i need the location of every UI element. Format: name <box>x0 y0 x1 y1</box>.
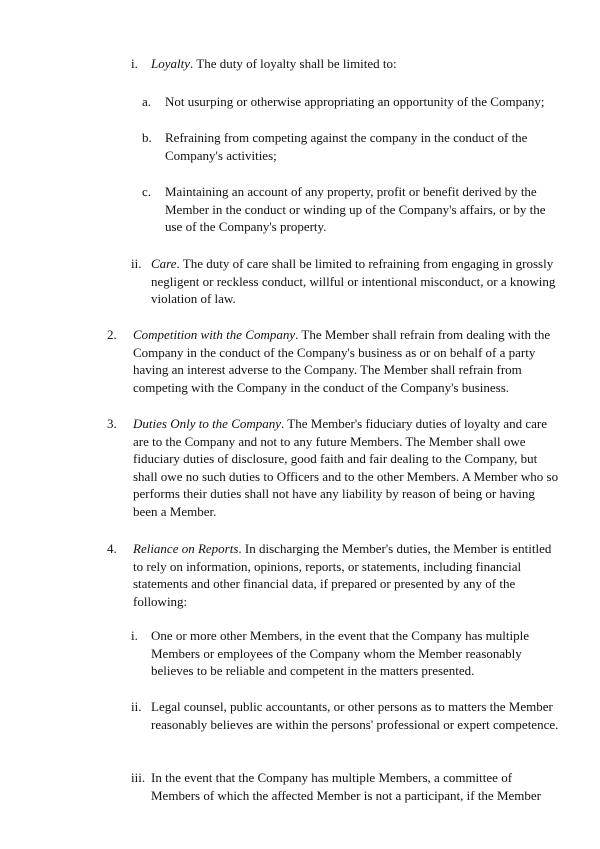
list-marker: a. <box>142 94 152 109</box>
section-heading: Reliance on Reports <box>133 541 239 556</box>
reliance-list-item-i <box>131 627 546 680</box>
list-marker: iii. <box>131 770 146 785</box>
section-2 <box>107 326 561 396</box>
paragraph <box>151 55 571 73</box>
paragraph-text: . The duty of care shall be limited to refraining from engaging in grossly negligent or reckless conduct, willful or intentional misconduct, or a knowing violation of law. <box>151 256 556 307</box>
paragraph <box>151 255 566 308</box>
list-marker: ii. <box>131 256 142 271</box>
paragraph-text: Legal counsel, public accountants, or other persons as to matters the Member reasonably believes are within the persons' professional or expert competence. <box>151 699 559 732</box>
paragraph-text: Refraining from competing against the company in the conduct of the Company's activities; <box>165 130 528 163</box>
subsection-heading: Loyalty <box>151 56 190 71</box>
list-marker: b. <box>142 130 152 145</box>
section-heading: Duties Only to the Company <box>133 416 282 431</box>
reliance-list-item-ii <box>131 698 561 733</box>
subsection-loyalty <box>131 55 571 73</box>
section-4 <box>107 540 561 610</box>
section-heading: Competition with the Company <box>133 327 296 342</box>
paragraph-text: Not usurping or otherwise appropriating an opportunity of the Company; <box>165 94 545 109</box>
paragraph-text: . The duty of loyalty shall be limited to: <box>190 56 397 71</box>
list-item-a <box>142 93 560 111</box>
subsection-heading: Care <box>151 256 177 271</box>
paragraph <box>133 415 561 521</box>
list-item-c <box>142 183 550 236</box>
paragraph-text: . The Member's fiduciary duties of loyalty and care are to the Company and not to any future Members. The Member shall owe fiduciary duties of disclosure, good faith and fair dealing to the Company, but shall owe no such duties to Officers and to the other Members. A Member who so performs their duties shall not have any liability by reason of being or having been a Member. <box>133 416 559 519</box>
list-item-b <box>142 129 550 164</box>
paragraph-text: One or more other Members, in the event that the Company has multiple Members or employees of the Company whom the Member reasonably believes to be reliable and competent in the matters presented. <box>151 628 529 679</box>
paragraph-text: . The Member shall refrain from dealing with the Company in the conduct of the Company's business as or on behalf of a party having an interest adverse to the Company. The Member shall refrain from competing with the Company in the conduct of the Company's business. <box>133 327 551 395</box>
section-number: 2. <box>107 327 117 342</box>
list-marker: ii. <box>131 699 142 714</box>
section-number: 3. <box>107 416 117 431</box>
list-marker: c. <box>142 184 152 199</box>
list-marker: i. <box>131 628 138 643</box>
section-number: 4. <box>107 541 117 556</box>
section-3 <box>107 415 561 521</box>
reliance-list-item-iii <box>131 769 561 804</box>
paragraph-text: In the event that the Company has multiple Members, a committee of Members of which the affected Member is not a participant, if the Member <box>151 770 541 803</box>
list-marker: i. <box>131 56 138 71</box>
paragraph-text: Maintaining an account of any property, profit or benefit derived by the Member in the conduct or winding up of the Company's affairs, or by the use of the Company's property. <box>165 184 546 235</box>
subsection-care <box>131 255 566 308</box>
paragraph-text: . In discharging the Member's duties, the Member is entitled to rely on information, opinions, reports, or statements, including financial statements and other financial data, if prepared or presented by any of the following: <box>133 541 552 609</box>
paragraph <box>133 540 561 610</box>
paragraph <box>133 326 561 396</box>
